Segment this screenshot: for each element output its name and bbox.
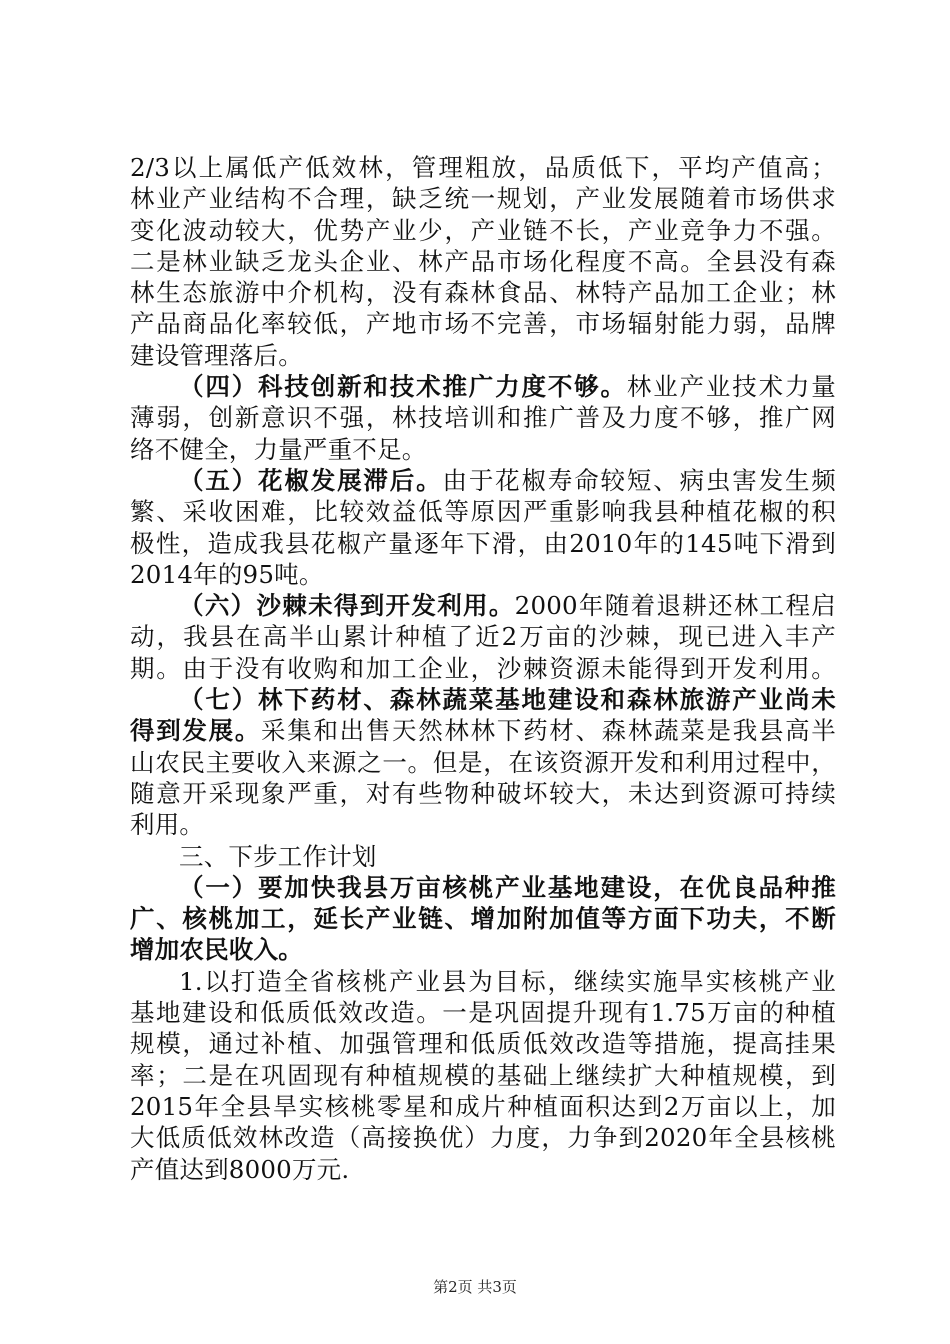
text-run: 采集和出售天然林林下药材、森林蔬菜是我县高半 [261,716,837,746]
text-line: 规模，通过补植、加强管理和低质低效改造等措施，提高挂果 [130,1029,836,1059]
heading-line-7 [130,684,836,715]
text-line: 二是林业缺乏龙头企业、林产品市场化程度不高。全县没有森 [130,246,836,276]
page-footer: 第2页 共3页 [433,1278,517,1296]
text-line: 繁、采收困难，比较效益低等原因严重影响我县种植花椒的积 [130,497,836,527]
text-line: 建设管理落后。 [130,340,303,370]
text-run: 由于花椒寿命较短、病虫害发生频 [442,465,837,495]
text-line: 产值达到8000万元. [130,1154,350,1184]
text-line: 林生态旅游中介机构，没有森林食品、林特产品加工企业；林 [130,278,836,308]
text-line: 山农民主要收入来源之一。但是，在该资源开发和利用过程中， [130,747,836,777]
heading-line-1-cont [130,903,836,934]
heading-line-7-cont [130,715,836,746]
text-line: 络不健全，力量严重不足。 [130,434,427,464]
text-line: 期。由于没有收购和加工企业，沙棘资源未能得到开发利用。 [130,653,836,683]
text-line: 基地建设和低质低效改造。一是巩固提升现有1.75万亩的种植 [130,998,836,1028]
subsection-heading-1: （一）要加快我县万亩核桃产业基地建设，在优良品种推 [179,872,836,902]
heading-line-1 [130,872,836,903]
text-line: 变化波动较大，优势产业少，产业链不长，产业竞争力不强。 [130,215,836,245]
text-line: 随意开采现象严重，对有些物种破坏较大，未达到资源可持续 [130,778,836,808]
text-run: 林业产业技术力量 [626,372,836,402]
subsection-heading-1-cont: 广、核桃加工，延长产业链、增加附加值等方面下功夫，不断 [130,904,836,934]
text-line: 林业产业结构不合理，缺乏统一规划，产业发展随着市场供求 [130,184,836,214]
section-heading-7-cont: 得到发展。 [130,716,262,746]
section-heading-5: （五）花椒发展滞后。 [179,465,443,495]
text-line: 大低质低效林改造（高接换优）力度，力争到2020年全县核桃 [130,1123,836,1153]
heading-line-4 [130,371,836,402]
text-line: 2015年全县旱实核桃零星和成片种植面积达到2万亩以上，加 [130,1091,836,1121]
text-line: 产品商品化率较低，产地市场不完善，市场辐射能力弱，品牌 [130,309,836,339]
text-line: 2/3以上属低产低效林，管理粗放，品质低下，平均产值高； [130,153,836,182]
section-heading-4: （四）科技创新和技术推广力度不够。 [179,372,627,402]
heading-line-5 [130,465,836,496]
text-line: 动，我县在高半山累计种植了近2万亩的沙棘，现已进入丰产 [130,622,836,652]
heading-line-6 [130,590,836,621]
text-line: 极性，造成我县花椒产量逐年下滑，由2010年的145吨下滑到 [130,528,836,558]
text-line: 薄弱，创新意识不强，林技培训和推广普及力度不够，推广网 [130,403,836,433]
section-heading-6: （六）沙棘未得到开发利用。 [179,591,515,621]
text-line: 2014年的95吨。 [130,559,324,589]
text-run: 2000年随着退耕还林工程启 [514,591,836,621]
chapter-heading: 三、下步工作计划 [179,841,377,871]
heading-line-1-end [130,934,836,965]
text-line: 率；二是在巩固现有种植规模的基础上继续扩大种植规模，到 [130,1060,836,1090]
section-heading-7: （七）林下药材、森林蔬菜基地建设和森林旅游产业尚未 [179,685,836,715]
text-line: 利用。 [130,810,205,840]
subsection-heading-1-end: 增加农民收入。 [130,935,303,965]
text-line: 1.以打造全省核桃产业县为目标，继续实施旱实核桃产业 [179,966,836,996]
document-body [130,152,836,1185]
